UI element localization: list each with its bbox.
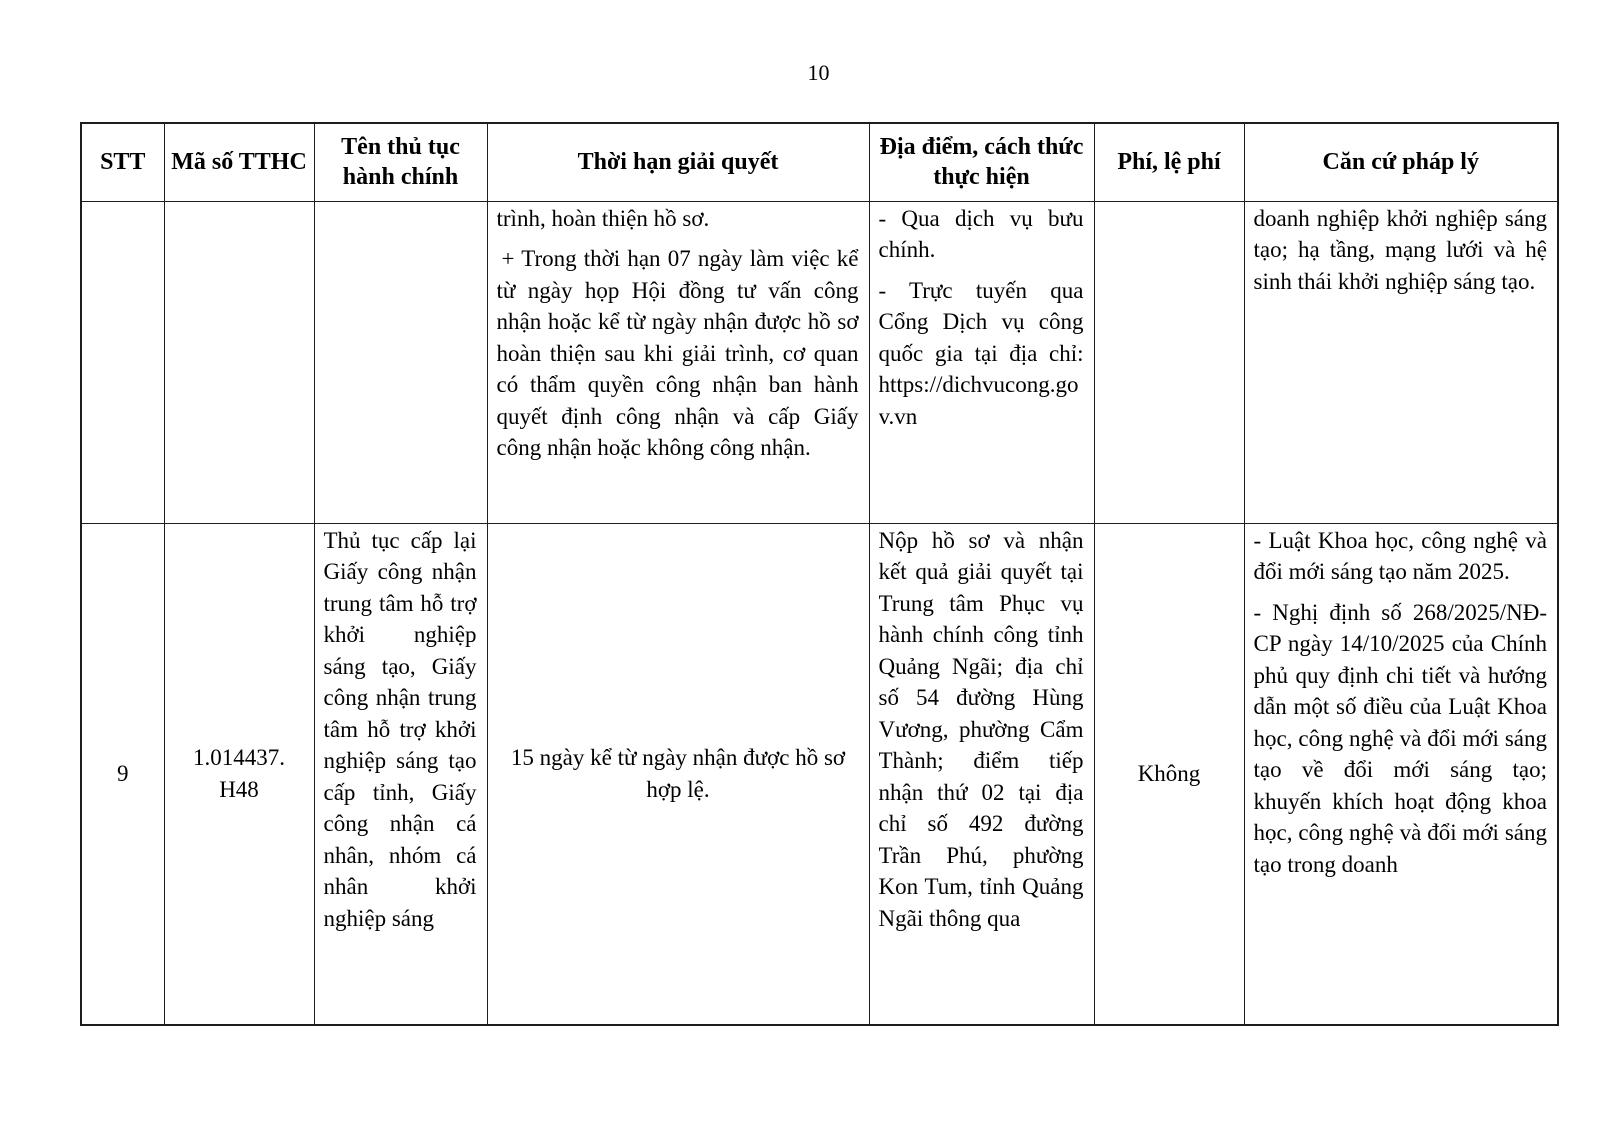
cell-can-cu <box>1244 523 1558 1025</box>
paragraph: trình, hoàn thiện hồ sơ. <box>496 205 710 231</box>
paragraph: Nộp hồ sơ và nhận kết quả giải quyết tại Trung tâm Phục vụ hành chính công tỉnh Quảng Ngãi; địa chỉ số 54 đường Hùng Vương, phường Cẩm Thành; điểm tiếp nhận thứ 02 tại địa chỉ số 492 đường Trần Phú, phường Kon Tum, tỉnh Quảng Ngãi thông qua <box>878 527 1084 931</box>
header-dia-diem: Địa điểm, cách thức thực hiện <box>869 123 1094 201</box>
paragraph: + Trong thời hạn 07 ngày làm việc kể từ ngày họp Hội đồng tư vấn công nhận hoặc kể từ ngày nhận được hồ sơ hoàn thiện sau khi giải trình, cơ quan có thẩm quyền công nhận ban hành quyết định công nhận và cấp Giấy công nhận hoặc không công nhận. <box>496 246 859 460</box>
cell-dia-diem <box>869 201 1094 523</box>
paragraph: Thủ tục cấp lại Giấy công nhận trung tâm hỗ trợ khởi nghiệp sáng tạo, Giấy công nhận trung tâm hỗ trợ khởi nghiệp sáng tạo cấp tỉnh, Giấy công nhận cá nhân, nhóm cá nhân khởi nghiệp sáng <box>323 527 477 931</box>
cell-ten-thu-tuc <box>314 201 487 523</box>
paragraph: - Trực tuyến qua Cổng Dịch vụ công quốc gia tại địa chỉ: https://dichvucong.gov.vn <box>878 277 1084 429</box>
header-can-cu: Căn cứ pháp lý <box>1244 123 1558 201</box>
header-ma-so: Mã số TTHC <box>164 123 314 201</box>
header-thoi-han: Thời hạn giải quyết <box>487 123 869 201</box>
cell-dia-diem <box>869 523 1094 1025</box>
cell-thoi-han: 15 ngày kể từ ngày nhận được hồ sơ hợp lệ. <box>487 523 869 1025</box>
cell-stt <box>81 201 164 523</box>
cell-ten-thu-tuc <box>314 523 487 1025</box>
header-ten-thu-tuc: Tên thủ tục hành chính <box>314 123 487 201</box>
table-row-continuation <box>81 201 1558 523</box>
procedures-table <box>80 122 1559 1026</box>
table-row-9 <box>81 523 1558 1025</box>
paragraph: doanh nghiệp khởi nghiệp sáng tạo; hạ tầng, mạng lưới và hệ sinh thái khởi nghiệp sáng tạo. <box>1253 205 1547 294</box>
cell-stt: 9 <box>81 523 164 1025</box>
cell-thoi-han <box>487 201 869 523</box>
paragraph: - Luật Khoa học, công nghệ và đổi mới sáng tạo năm 2025. <box>1253 527 1547 584</box>
page-number: 10 <box>807 60 830 85</box>
header-stt: STT <box>81 123 164 201</box>
header-phi: Phí, lệ phí <box>1094 123 1244 201</box>
cell-phi <box>1094 201 1244 523</box>
cell-ma-so: 1.014437. H48 <box>164 523 314 1025</box>
cell-phi: Không <box>1094 523 1244 1025</box>
table-header-row <box>81 123 1558 201</box>
paragraph: - Nghị định số 268/2025/NĐ-CP ngày 14/10/2025 của Chính phủ quy định chi tiết và hướng dẫn một số điều của Luật Khoa học, công nghệ và đổi mới sáng tạo về đổi mới sáng tạo; khuyến khích hoạt động khoa học, công nghệ và đổi mới sáng tạo trong doanh <box>1253 599 1547 877</box>
cell-ma-so <box>164 201 314 523</box>
paragraph: - Qua dịch vụ bưu chính. <box>878 205 1084 262</box>
cell-can-cu <box>1244 201 1558 523</box>
